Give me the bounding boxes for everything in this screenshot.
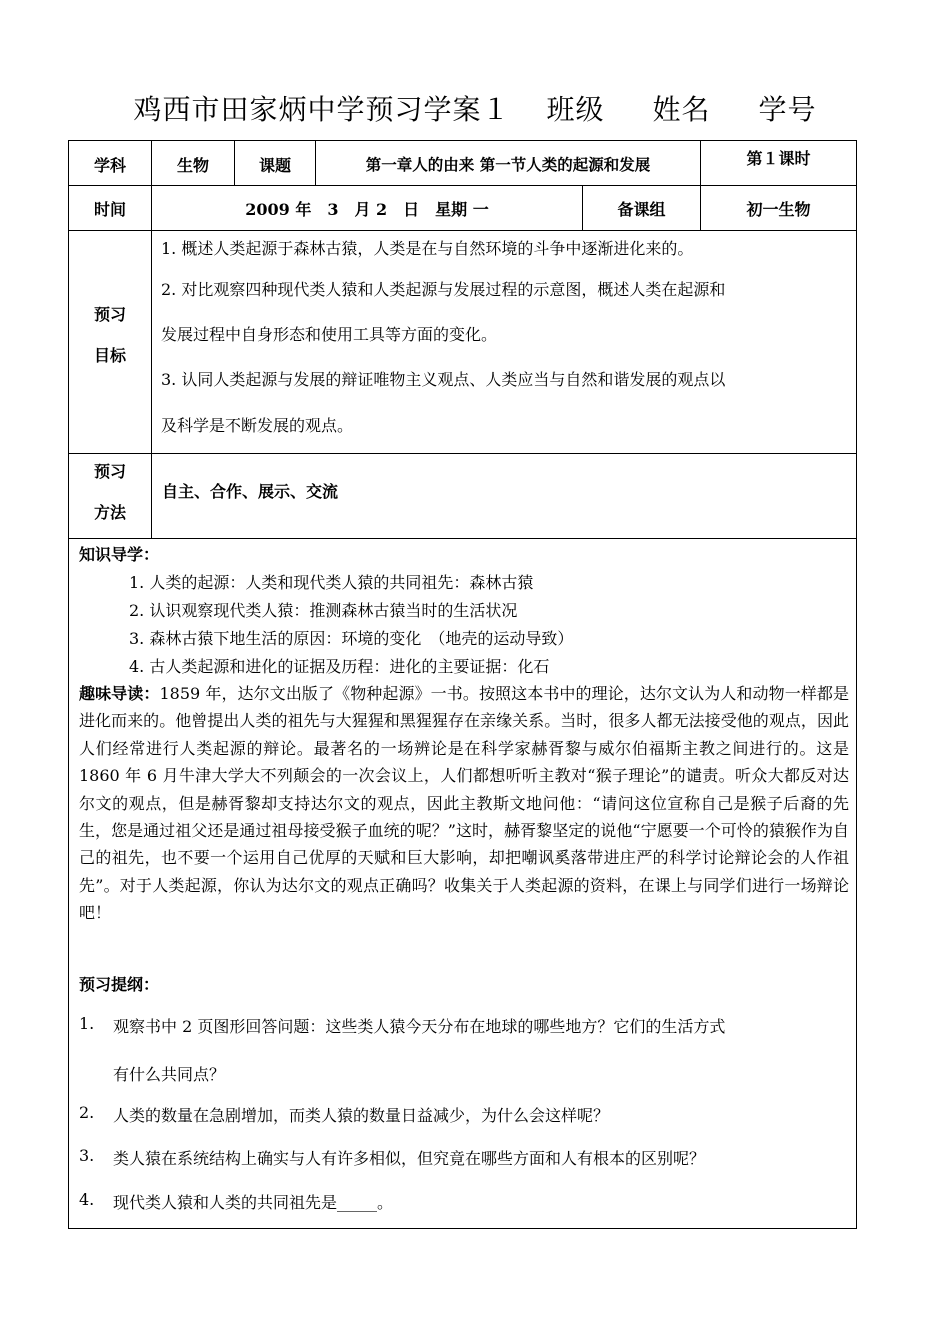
question-text: 人类的数量在急剧增加，而类人猿的数量日益减少，为什么会这样呢？ bbox=[113, 1106, 610, 1125]
knowledge-item: 3. 森林古猿下地生活的原因：环境的变化 （地壳的运动导致） bbox=[129, 629, 574, 648]
date: 2009 年 3 月 2 日 星期 一 bbox=[245, 200, 489, 219]
topic-label: 课题 bbox=[258, 156, 291, 175]
outline-heading: 预习提纲： bbox=[79, 975, 160, 994]
subject-label: 学科 bbox=[93, 156, 126, 175]
knowledge-item: 4. 古人类起源和进化的证据及历程：进化的主要证据：化石 bbox=[129, 657, 550, 676]
reading-heading: 趣味导读： bbox=[79, 684, 160, 703]
row-divider bbox=[69, 538, 856, 539]
title-main: 鸡西市田家炳中学预习学案１ bbox=[133, 93, 511, 126]
subject-value: 生物 bbox=[176, 156, 209, 175]
method-label-2: 方法 bbox=[93, 503, 126, 522]
goal-line: 发展过程中自身形态和使用工具等方面的变化。 bbox=[161, 325, 498, 344]
row-divider bbox=[69, 185, 856, 186]
question-text: 现代类人猿和人类的共同祖先是_____。 bbox=[113, 1193, 394, 1212]
question-text: 有什么共同点？ bbox=[113, 1065, 226, 1084]
knowledge-heading: 知识导学： bbox=[79, 545, 160, 564]
name-label: 姓名 bbox=[652, 93, 711, 126]
goal-line: 2. 对比观察四种现代类人猿和人类起源与发展过程的示意图，概述人类在起源和 bbox=[161, 280, 726, 299]
number-label: 学号 bbox=[758, 93, 817, 126]
group-value: 初一生物 bbox=[746, 200, 811, 219]
knowledge-item: 1. 人类的起源：人类和现代类人猿的共同祖先：森林古猿 bbox=[129, 573, 534, 592]
goal-line: 及科学是不断发展的观点。 bbox=[161, 416, 354, 435]
goals-label-2: 目标 bbox=[93, 346, 126, 365]
period: 第１课时 bbox=[746, 149, 811, 168]
method-value: 自主、合作、展示、交流 bbox=[162, 482, 339, 501]
question-number: 2. bbox=[79, 1103, 95, 1122]
time-label: 时间 bbox=[93, 200, 126, 219]
row-divider bbox=[69, 230, 856, 231]
question-number: 4. bbox=[79, 1190, 95, 1209]
reading-text: 1859 年，达尔文出版了《物种起源》一书。按照这本书中的理论，达尔文认为人和动物一样都是进化而来的。他曾提出人类的祖先与大猩猩和黑猩猩存在亲缘关系。当时，很多人都无法接受他的观点，因此人们经常进行人类起源的辩论。最著名的一场辨论是在科学家赫胥黎与威尔伯福斯主教之间进行的。这是 1860 年 6 月牛津大学大不列颠会的一次会议上，人们都想听听主教对“猴子理论”的谴责。听众大都反对达尔文的观点，但是赫胥黎却支持达尔文的观点，因此主教斯文地问他：“请问这位宣称自己是猴子后裔的先生，您是通过祖父还是通过祖母接受猴子血统的呢？”这时，赫胥黎坚定的说他“宁愿要一个可怜的猿猴作为自己的祖先，也不要一个运用自己优厚的天赋和巨大影响，却把嘲讽奚落带进庄严的科学讨论辩论会的人作祖先”。对于人类起源，你认为达尔文的观点正确吗？收集关于人类起源的资料，在课上与同学们进行一场辩论吧！ bbox=[79, 684, 849, 923]
knowledge-item: 2. 认识观察现代类人猿：推测森林古猿当时的生活状况 bbox=[129, 601, 518, 620]
class-label: 班级 bbox=[546, 93, 605, 126]
question-number: 3. bbox=[79, 1146, 95, 1165]
row-divider bbox=[69, 453, 856, 454]
goal-line: 3. 认同人类起源与发展的辩证唯物主义观点、人类应当与自然和谐发展的观点以 bbox=[161, 370, 726, 389]
goals-label-1: 预习 bbox=[93, 305, 126, 324]
topic-value: 第一章人的由来 第一节人类的起源和发展 bbox=[365, 155, 651, 174]
reading-paragraph bbox=[79, 680, 849, 927]
goal-line: 1. 概述人类起源于森林古猿，人类是在与自然环境的斗争中逐渐进化来的。 bbox=[161, 239, 694, 258]
question-text: 观察书中 2 页图形回答问题：这些类人猿今天分布在地球的哪些地方？它们的生活方式 bbox=[113, 1017, 726, 1036]
question-number: 1. bbox=[79, 1014, 95, 1033]
group-label: 备课组 bbox=[617, 200, 666, 219]
page-title bbox=[0, 88, 950, 128]
preview-sheet bbox=[68, 140, 857, 1229]
question-text: 类人猿在系统结构上确实与人有许多相似，但究竟在哪些方面和人有根本的区别呢？ bbox=[113, 1149, 706, 1168]
method-label-1: 预习 bbox=[93, 462, 126, 481]
